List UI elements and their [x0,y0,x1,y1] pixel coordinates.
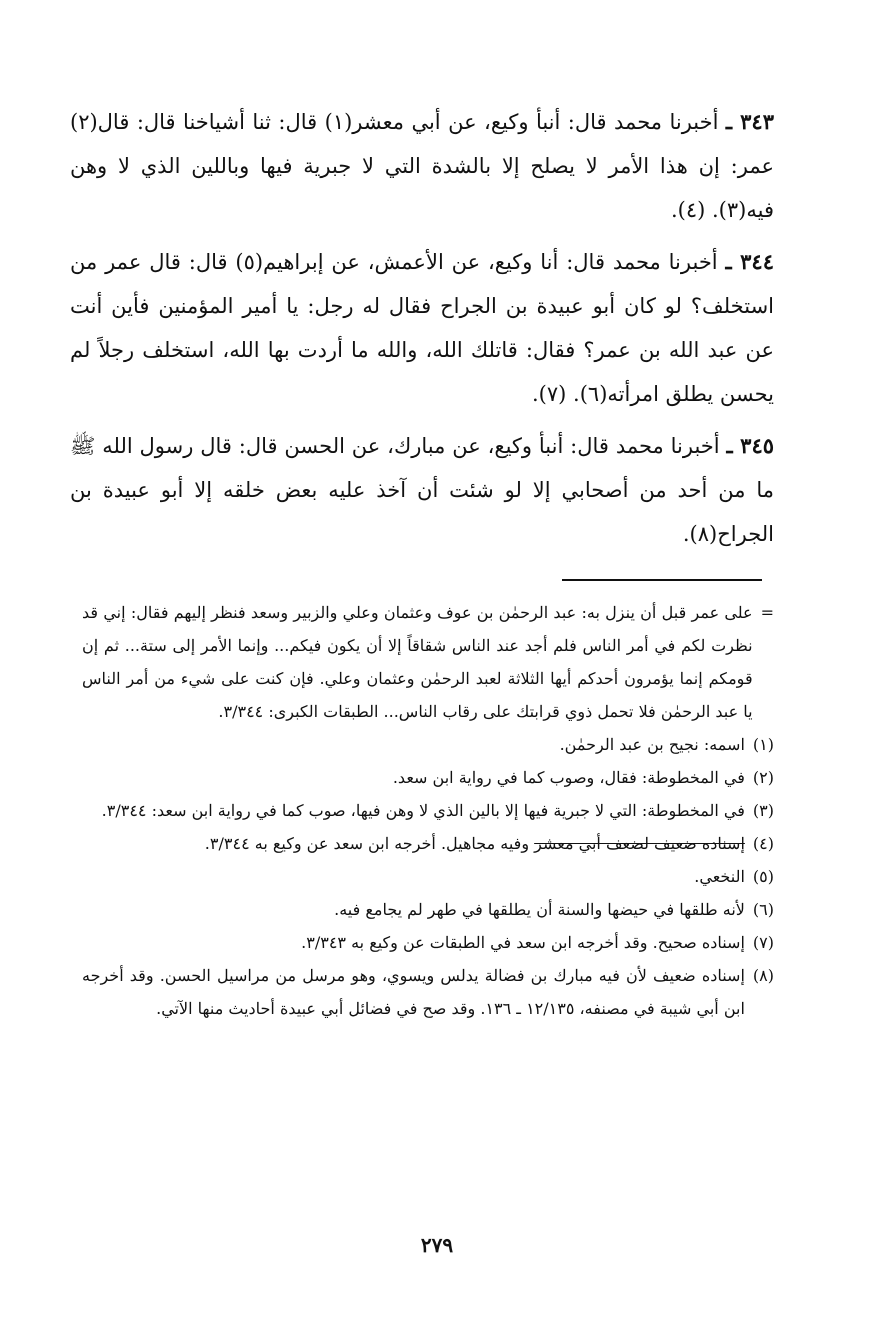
footnote-6 [82,893,774,926]
footnote-marker: (٦) [752,900,774,919]
footnote-marker: (٧) [752,933,774,952]
footnote-text: إسناده صحيح. وقد أخرجه ابن سعد في الطبقات عن وكيع به ٣/٣٤٣. [301,933,745,952]
entry-number: ٣٤٥ ـ [726,433,775,458]
entry-text: أخبرنا محمد قال: أنبأ وكيع، عن مبارك، عن الحسن قال: قال رسول الله ﷺ ما من أحد من أصحابي إلا لو شئت أن آخذ عليه بعض خلقه إلا أبو عبيدة بن الجراح(٨). [70,434,774,546]
page-number: ٢٧٩ [420,1233,454,1257]
entry-text: أخبرنا محمد قال: أنا وكيع، عن الأعمش، عن إبراهيم(٥) قال: قال عمر من استخلف؟ لو كان أبو عبيدة بن الجراح فقال له رجل: يا أمير المؤمنين فأين أنت عن عبد الله بن عمر؟ فقال: قاتلك الله، والله ما أردت بها الله، استخلف رجلاً لم يحسن يطلق امرأته(٦). (٧). [70,250,774,406]
entry-number: ٣٤٤ ـ [725,249,774,274]
footnote-8 [82,959,774,1025]
footnote-marker: (٤) [752,834,774,853]
struck-text: إسناده ضعيف لضعف أبي معشر [534,834,745,853]
hadith-entry-344 [70,240,774,416]
footnote-text: اسمه: نجيح بن عبد الرحمٰن. [559,735,745,754]
footnote-text: على عمر قبل أن ينزل به: عبد الرحمٰن بن عوف وعثمان وعلي والزبير وسعد فنظر إليهم فقال: إني قد نظرت لكم في أمر الناس فلم أجد عند الناس شقاقاً إلا أن يكون فيكم... وإنما الأمر إلى ستة... ثم إن قومكم إنما يؤمرون أحدكم أيها الثلاثة لعبد الرحمٰن وعثمان وعلي. فإن كنت على شيء من أمر الناس يا عبد الرحمٰن فلا تحمل ذوي قرابتك على رقاب الناس... الطبقات الكبرى: ٣/٣٤٤. [82,603,753,721]
entry-text: أخبرنا محمد قال: أنبأ وكيع، عن أبي معشر(١) قال: ثنا أشياخنا قال: قال(٢) عمر: إن هذا الأمر لا يصلح إلا بالشدة التي لا جبرية فيها وباللين الذي لا وهن فيه(٣). (٤). [70,110,774,222]
footnote-text: في المخطوطة: فقال، وصوب كما في رواية ابن سعد. [392,768,745,787]
footnote-marker: (٣) [752,801,774,820]
footnote-5 [82,860,774,893]
footnote-1 [82,728,774,761]
footnote-marker: (٥) [752,867,774,886]
footnote-text-wrapper [82,827,745,860]
footnote-2 [82,761,774,794]
footnote-continuation [82,596,774,728]
footnote-marker: (٨) [752,966,774,985]
main-text [70,100,774,564]
footnote-marker: (١) [752,735,774,754]
entry-number: ٣٤٣ ـ [725,109,774,134]
footnote-text: في المخطوطة: التي لا جبرية فيها إلا بالين الذي لا وهن فيها، صوب كما في رواية ابن سعد: ٣/٣٤٤. [101,801,745,820]
footnote-text: لأنه طلقها في حيضها والسنة أن يطلقها في طهر لم يجامع فيه. [334,900,745,919]
hadith-entry-343 [70,100,774,232]
footnote-text: إسناده ضعيف لأن فيه مبارك بن فضالة يدلس ويسوي، وهو مرسل من مراسيل الحسن. وقد أخرجه ابن أبي شيبة في مصنفه، ١٢/١٣٥ ـ ١٣٦. وقد صح في فضائل أبي عبيدة أحاديث منها الآتي. [82,966,745,1018]
footnote-4 [82,827,774,860]
footnote-7 [82,926,774,959]
footnote-marker: (٢) [752,768,774,787]
continuation-marker: = [760,603,774,622]
footnote-3 [82,794,774,827]
footnote-text: النخعي. [694,867,745,886]
footnote-separator [562,579,762,581]
hadith-entry-345 [70,424,774,556]
footnote-text: وفيه مجاهيل. أخرجه ابن سعد عن وكيع به ٣/٣٤٤. [204,834,530,853]
footnotes [82,596,774,1025]
